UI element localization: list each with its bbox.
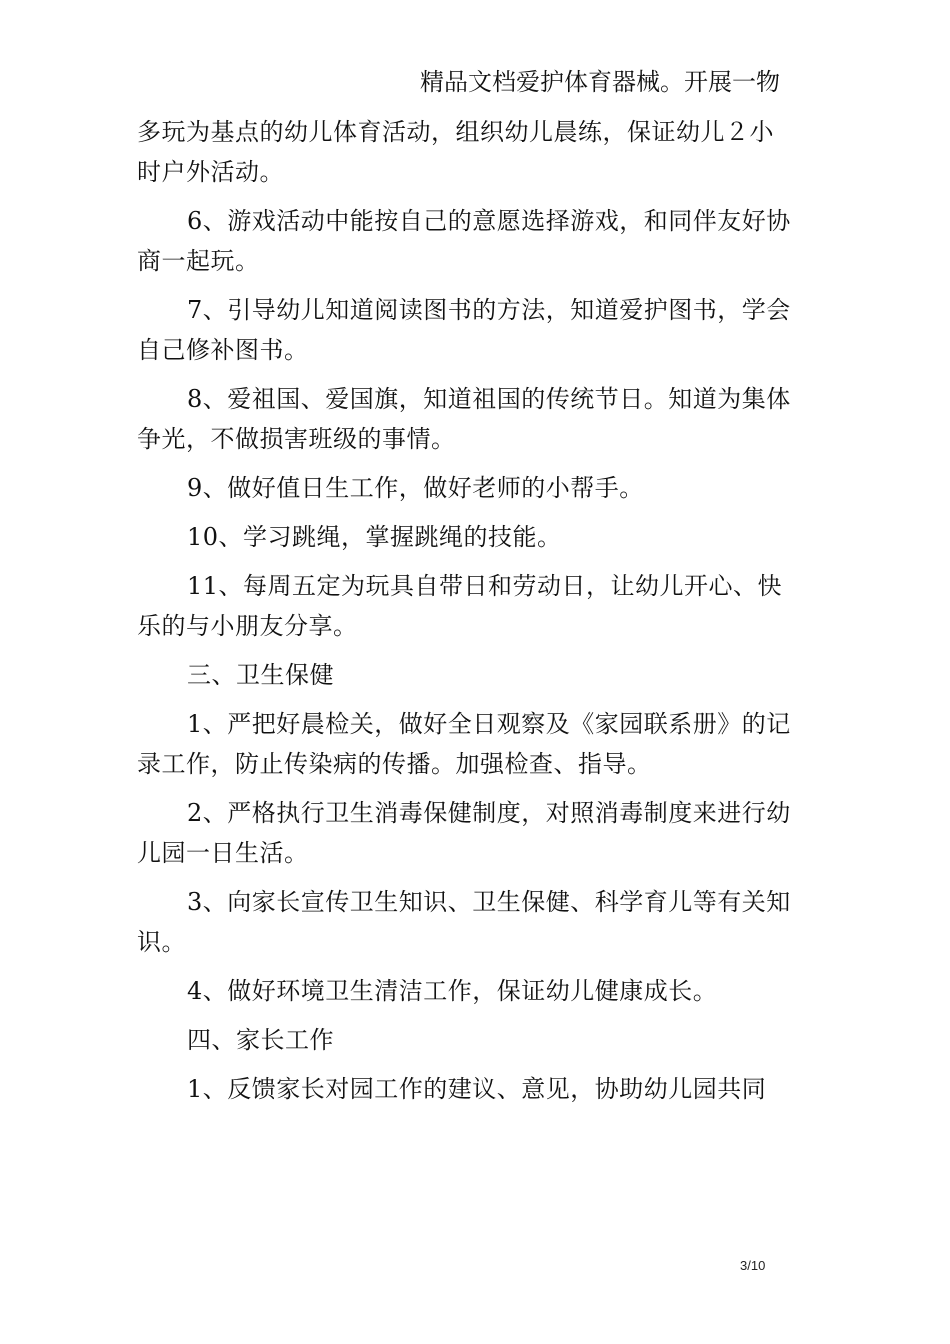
page-number: 3/10 [740, 1258, 766, 1273]
paragraph-line: 11、每周五定为玩具自带日和劳动日，让幼儿开心、快 [187, 572, 783, 600]
paragraph-line: 录工作，防止传染病的传播。加强检查、指导。 [137, 750, 652, 778]
paragraph-line: 商一起玩。 [137, 247, 260, 275]
paragraph-line: 自己修补图书。 [137, 336, 309, 364]
paragraph-line: 4、做好环境卫生清洁工作，保证幼儿健康成长。 [187, 977, 718, 1005]
paragraph-line: 2、严格执行卫生消毒保健制度，对照消毒制度来进行幼 [187, 799, 791, 827]
paragraph-line: 儿园一日生活。 [137, 839, 309, 867]
paragraph-line: 争光，不做损害班级的事情。 [137, 425, 456, 453]
document-body [137, 112, 827, 1109]
paragraph-line: 6、游戏活动中能按自己的意愿选择游戏，和同伴友好协 [187, 207, 791, 235]
paragraph-line: 识。 [137, 928, 186, 956]
paragraph-line: 7、引导幼儿知道阅读图书的方法，知道爱护图书，学会 [187, 296, 791, 324]
paragraph-line: 1、反馈家长对园工作的建议、意见，协助幼儿园共同 [187, 1075, 767, 1103]
section-heading: 三、卫生保健 [187, 661, 334, 689]
paragraph-line: 8、爱祖国、爱国旗，知道祖国的传统节日。知道为集体 [187, 385, 791, 413]
section-heading: 四、家长工作 [187, 1026, 334, 1054]
paragraph-line: 1、严把好晨检关，做好全日观察及《家园联系册》的记 [187, 710, 791, 738]
paragraph-line: 10、学习跳绳，掌握跳绳的技能。 [187, 523, 562, 551]
paragraph-line: 多玩为基点的幼儿体育活动，组织幼儿晨练，保证幼儿２小 [137, 118, 774, 146]
paragraph-line: 9、做好值日生工作，做好老师的小帮手。 [187, 474, 644, 502]
paragraph-line: 时户外活动。 [137, 158, 284, 186]
page-header-text: 精品文档爱护体育器械。开展一物 [420, 68, 780, 96]
paragraph-line: 3、向家长宣传卫生知识、卫生保健、科学育儿等有关知 [187, 888, 791, 916]
paragraph-line: 乐的与小朋友分享。 [137, 612, 358, 640]
